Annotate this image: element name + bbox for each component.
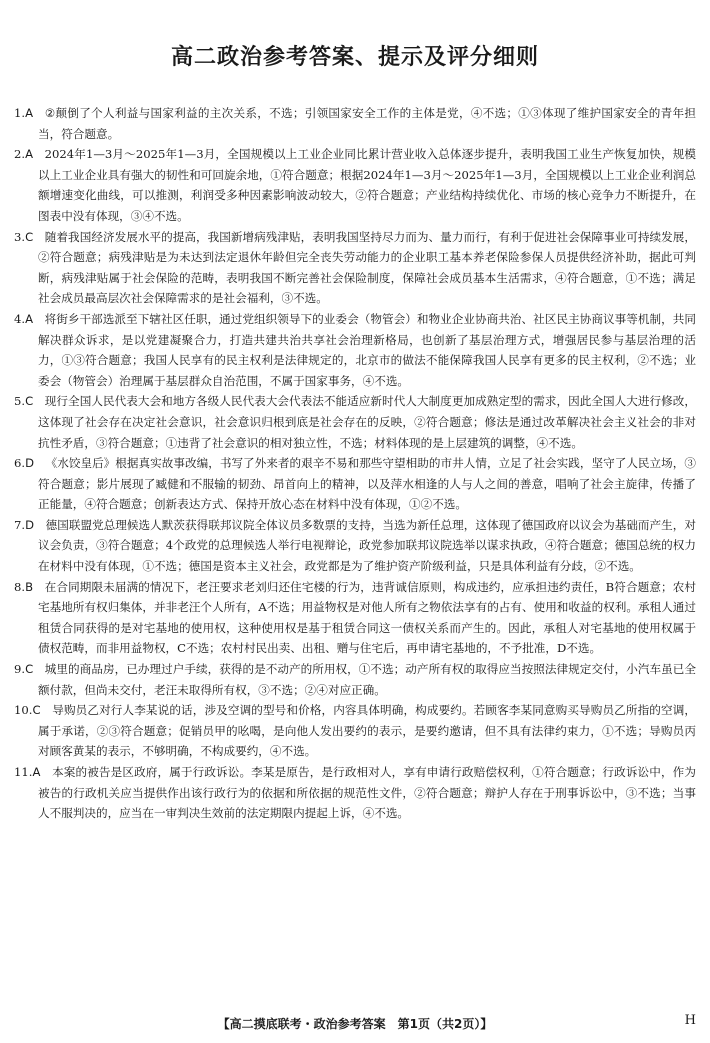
question-number: 11.	[14, 765, 33, 779]
footer-version-code: H	[684, 1013, 696, 1028]
answer-letter: A	[25, 147, 33, 162]
explanation-text: ②颠倒了个人利益与国家利益的主次关系，不选；引领国家安全工作的主体是党，④不选；①③体现了维护国家安全的青年担当，符合题意。	[38, 106, 696, 141]
answer-letter: D	[25, 456, 34, 471]
page-footer: 【高二摸底联考・政治参考答案 第1页（共2页）】	[217, 1017, 493, 1031]
explanation-text: 《水饺皇后》根据真实故事改编，书写了外来者的艰辛不易和那些守望相助的市井人情，立足了社会实践，坚守了人民立场，③符合题意；影片展现了臧健和不服输的韧劲、昂首向上的精神，以及萍水相逢的人与人之间的善意，唱响了社会主旋律，传播了正能量，④符合题意；创新表达方式、保持开放心态在材料中没有体现，①②不选。	[38, 456, 696, 512]
answer-item	[14, 144, 696, 226]
answer-letter: C	[25, 662, 34, 677]
explanation-text: 德国联盟党总理候选人默茨获得联邦议院全体议员多数票的支持，当选为新任总理，这体现了德国政府以议会为基础而产生，对议会负责，③符合题意；4个政党的总理候选人举行电视辩论，政党参加联邦议院选举以谋求执政，④符合题意；德国总统的权力在材料中没有体现，①不选；德国是资本主义社会，政党都是为了维护资产阶级利益，只是具体利益有分歧，②不选。	[38, 517, 696, 574]
explanation-text: 城里的商品房，已办理过户手续，获得的是不动产的所用权，①不选；动产所有权的取得应当按照法律规定交付，小汽车虽已全额付款，但尚未交付，老汪未取得所有权，③不选；②④对应正确。	[38, 662, 696, 697]
explanation-text: 现行全国人民代表大会和地方各级人民代表大会代表法不能适应新时代人大制度更加成熟定型的需求，因此全国人大进行修改，这体现了社会存在决定社会意识，社会意识归根到底是社会存在的反映，②符合题意；修法是通过改革解决社会主义社会的非对抗性矛盾，③符合题意；①违背了社会意识的相对独立性，不选；材料体现的是上层建筑的调整，④不选。	[38, 394, 696, 450]
answer-letter: A	[25, 311, 33, 326]
answer-letter: D	[25, 517, 34, 532]
answer-letter: C	[32, 703, 41, 718]
explanation-text: 本案的被告是区政府，属于行政诉讼。李某是原告，是行政相对人，享有申请行政赔偿权利，①符合题意；行政诉讼中，作为被告的行政机关应当提供作出该行政行为的依据和所依据的规范性文件，②符合题意；辩护人存在于刑事诉讼中，③不选；当事人不服判决的，应当在一审判决生效前的法定期限内提起上诉，④不选。	[38, 765, 696, 821]
question-number: 6.	[14, 456, 26, 471]
answer-item	[14, 659, 696, 700]
answer-item	[14, 391, 696, 453]
question-number: 4.	[14, 311, 26, 326]
question-number: 8.	[14, 579, 26, 594]
page-title: 高二政治参考答案、提示及评分细则	[170, 45, 539, 70]
answer-list	[14, 103, 696, 824]
explanation-text: 导购员乙对行人李某说的话，涉及空调的型号和价格，内容具体明确，构成要约。若顾客李某同意购买导购员乙所指的空调，属于承诺，②③符合题意；促销员甲的吆喝，是向他人发出要约的表示，是要约邀请，但不具有法律约束力，①不选；导购员丙对顾客黄某的表示，不够明确，不构成要约，④不选。	[38, 703, 696, 759]
question-number: 3.	[14, 229, 26, 244]
answer-item	[14, 515, 696, 577]
question-number: 9.	[14, 662, 26, 677]
answer-item	[14, 577, 696, 659]
answer-letter: B	[25, 579, 34, 594]
question-number: 5.	[14, 394, 26, 409]
answer-item	[14, 309, 696, 391]
answer-item	[14, 103, 696, 144]
explanation-text: 将街乡干部选派至下辖社区任职，通过党组织领导下的业委会（物管会）和物业企业协商共治、社区民主协商议事等机制，共同解决群众诉求，是以党建凝聚合力，打造共建共治共享社会治理新格局，也创新了基层治理方式，增强居民参与基层治理的活力，①③符合题意；我国人民享有的民主权利是法律规定的，北京市的做法不能保障我国人民享有更多的民主权利，②不选；业委会（物管会）治理属于基层群众自治范围，不属于国家事务，④不选。	[38, 311, 696, 388]
question-number: 1.	[14, 106, 26, 120]
answer-letter: A	[25, 106, 33, 120]
answer-item	[14, 227, 696, 309]
question-number: 10.	[14, 703, 33, 718]
answer-item	[14, 700, 696, 762]
explanation-text: 2024年1—3月～2025年1—3月，全国规模以上工业企业同比累计营业收入总体逐步提升，表明我国工业生产恢复加快，规模以上工业企业具有强大的韧性和可回旋余地，①符合题意；根据2024年1—3月～2025年1—3月，全国规模以上工业企业利润总额增速变化曲线，可以推测，利润受多种因素影响波动较大，②符合题意；产业结构持续优化、市场的核心竞争力不断提升，在图表中没有体现，③④不选。	[38, 147, 696, 223]
answer-item	[14, 453, 696, 515]
answer-letter: C	[25, 229, 34, 244]
explanation-text: 随着我国经济发展水平的提高，我国新增病残津贴，表明我国坚持尽力而为、量力而行，有利于促进社会保障事业可持续发展，②符合题意；病残津贴是为未达到法定退休年龄但完全丧失劳动能力的企业职工基本养老保险参保人员提供经济补助，据此可判断，病残津贴属于社会保险的范畴，表明我国不断完善社会保险制度，保障社会成员基本生活需求，④符合题意，①不选；满足社会成员最高层次社会保障需求的是社会福利，③不选。	[38, 229, 696, 306]
answer-letter: A	[32, 765, 41, 779]
question-number: 7.	[14, 517, 26, 532]
explanation-text: 在合同期限未届满的情况下，老汪要求老刘归还住宅楼的行为，违背诚信原则，构成违约，应承担违约责任，B符合题意；农村宅基地所有权归集体，并非老汪个人所有，A不选；用益物权是对他人所有之物依法享有的占有、使用和收益的权利。承租人通过租赁合同获得的是对宅基地的使用权，这种使用权是基于租赁合同这一债权关系而产生的。因此，承租人对宅基地的使用权属于债权范畴，而非用益物权，C不选；农村村民出卖、出租、赠与住宅后，再申请宅基地的，不予批准，D不选。	[38, 579, 696, 656]
answer-item	[14, 762, 696, 824]
question-number: 2.	[14, 147, 26, 162]
answer-letter: C	[25, 394, 34, 409]
